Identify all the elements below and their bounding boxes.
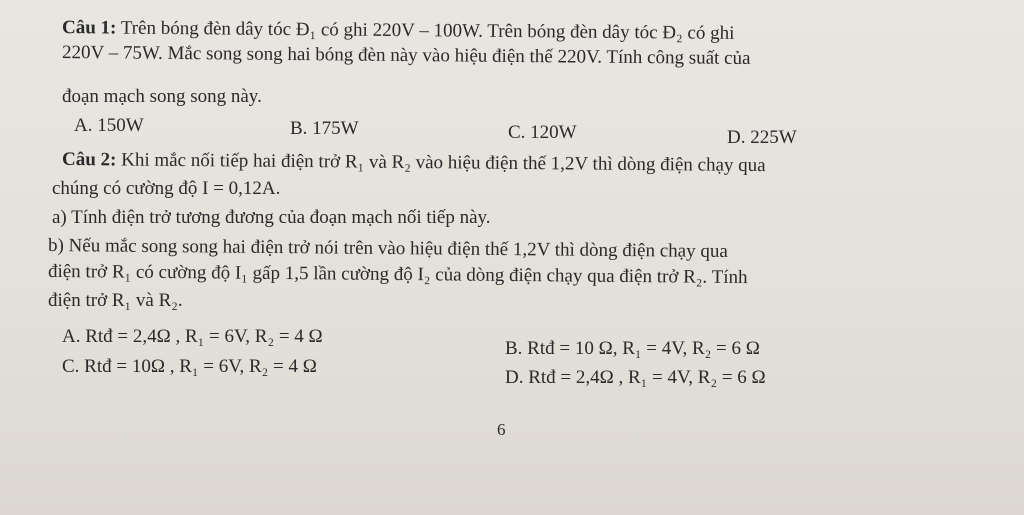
q1-line-2: 220V – 75W. Mắc song song hai bóng đèn này vào hiệu điện thế 220V. Tính công suất của: [61, 41, 751, 70]
q2-label: Câu 2:: [61, 148, 117, 171]
q2-part-a: a) Tính điện trở tương đương của đoạn mạch nối tiếp này.: [52, 207, 491, 228]
q2-text-1: Khi mắc nối tiếp hai điện trở R₁ và R₂ vào hiệu điện thế 1,2V thì dòng điện chạy qua: [116, 149, 766, 177]
q1-option-a: A. 150W: [74, 115, 144, 136]
page-number: 6: [497, 420, 506, 439]
q1-option-c: C. 120W: [508, 122, 577, 143]
q1-label: Câu 1:: [61, 17, 117, 39]
q1-option-d: D. 225W: [727, 127, 797, 148]
q1-line-3: đoạn mạch song song này.: [62, 86, 262, 107]
q1-line-1: [62, 17, 735, 45]
q1-option-b: B. 175W: [290, 118, 359, 139]
q2-line-2: chúng có cường độ I = 0,12A.: [52, 178, 281, 199]
q2-option-c: C. Rtđ = 10Ω , R₁ = 6V, R₂ = 4 Ω: [62, 356, 317, 377]
q2-option-d: D. Rtđ = 2,4Ω , R₁ = 4V, R₂ = 6 Ω: [505, 367, 766, 388]
q2-line-1: [62, 149, 766, 177]
q1-text-1: Trên bóng đèn dây tóc Đ₁ có ghi 220V – 100W. Trên bóng đèn dây tóc Đ₂ có ghi: [116, 17, 735, 44]
q2-part-b-1: b) Nếu mắc song song hai điện trở nói trên vào hiệu điện thế 1,2V thì dòng điện chạy qua: [47, 235, 728, 262]
q2-part-b-2: điện trở R₁ có cường độ I₁ gấp 1,5 lần cường độ I₂ của dòng điện chạy qua điện trở R₂. Tính: [47, 260, 748, 289]
q2-part-b-3: điện trở R₁ và R₂.: [48, 290, 183, 311]
q2-option-b: B. Rtđ = 10 Ω, R₁ = 4V, R₂ = 6 Ω: [505, 338, 760, 359]
q2-option-a: A. Rtđ = 2,4Ω , R₁ = 6V, R₂ = 4 Ω: [62, 326, 323, 347]
